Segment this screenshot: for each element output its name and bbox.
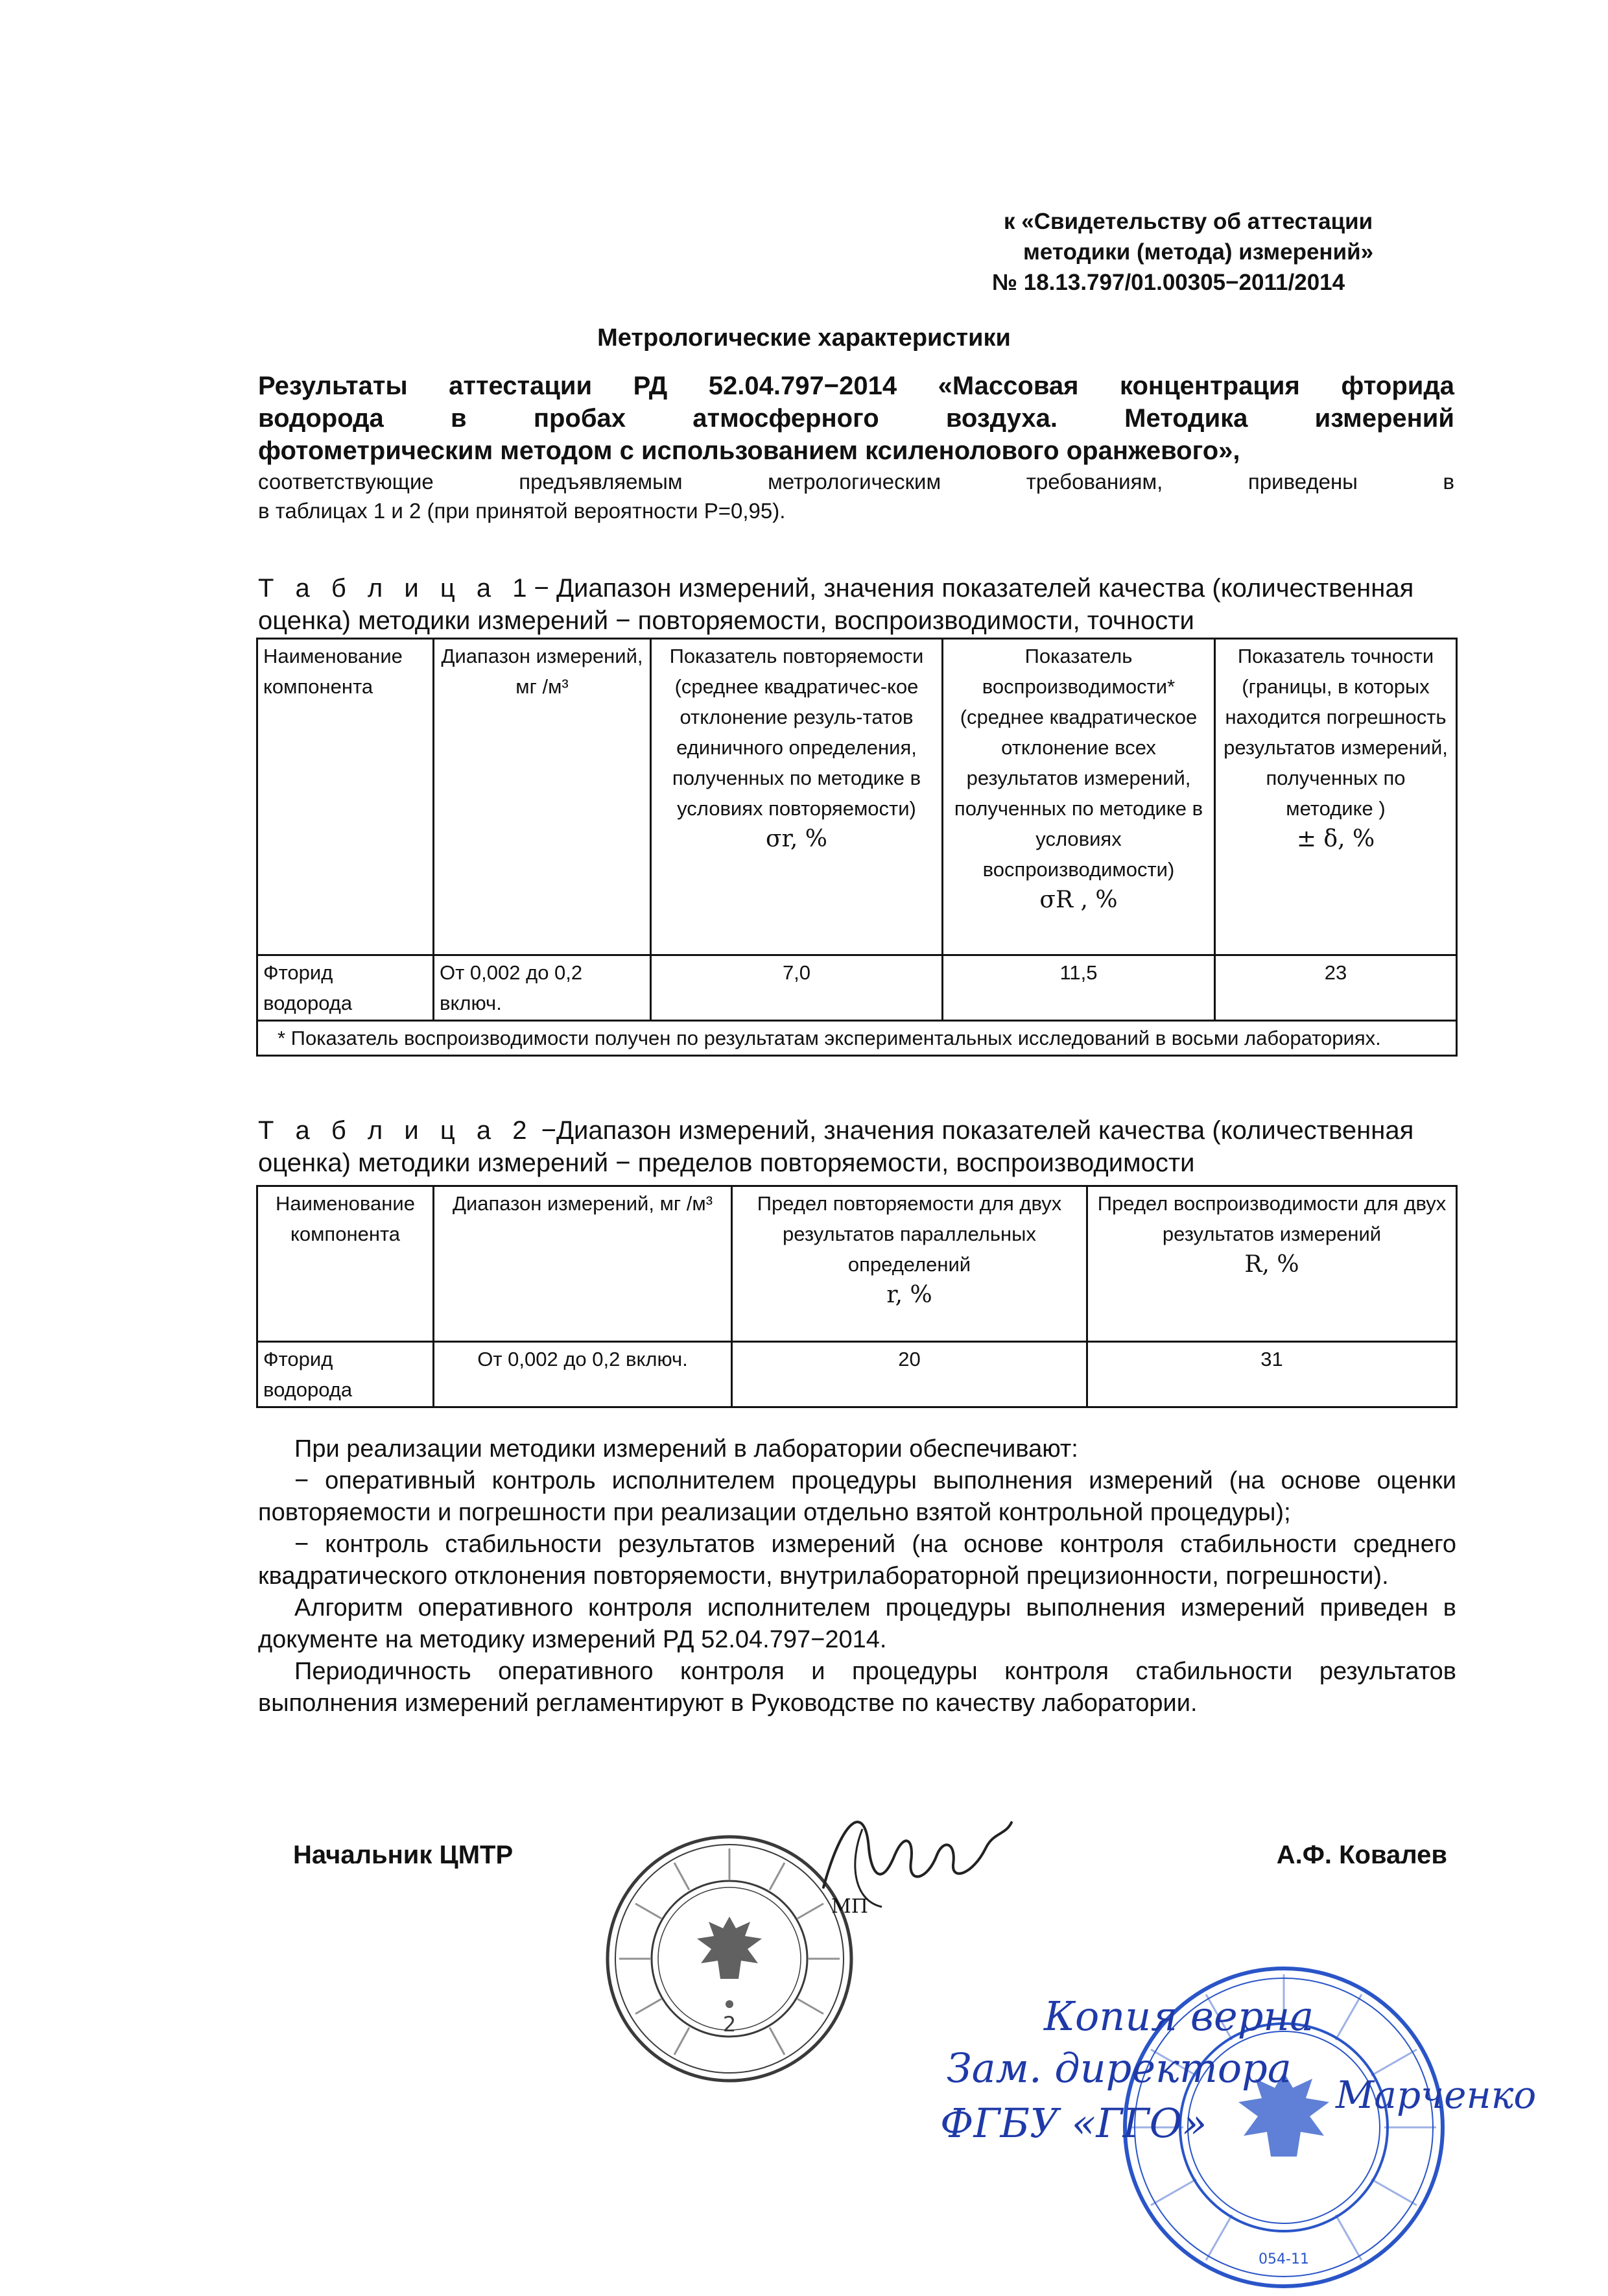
body-paragraph-4: Алгоритм оперативного контроля исполнителем процедуры выполнения измерений приведен в документе на методику измерений РД 52.04.797−2014. [258, 1594, 1456, 1653]
table1-header-text: Показатель воспроизводимости* (среднее квадратическое отклонение всех результатов измерений, полученных по методике в условиях воспроизводимости) [954, 645, 1203, 881]
table2-header-cell [1087, 1186, 1457, 1342]
handwriting-line-4: Марченко [1336, 2073, 1537, 2117]
table1-header-cell: Диапазон измерений, мг /м³ [434, 639, 651, 955]
table2-caption-prefix: Т а б л и ц а 2 [258, 1116, 534, 1145]
table1-header-row [257, 639, 1457, 955]
body-paragraph-5: Периодичность оперативного контроля и процедуры контроля стабильности результатов выполнения измерений регламентируют в Руководстве по качеству лаборатории. [258, 1658, 1456, 1717]
table1-symbol-delta: ± δ, % [1296, 826, 1375, 852]
table2-header-cell: Наименование компонента [257, 1186, 434, 1342]
table1-cell-repeatability: 7,0 [651, 955, 943, 1021]
table1-cell-reproducibility: 11,5 [943, 955, 1215, 1021]
table2-symbol-R: R, % [1244, 1251, 1299, 1278]
table1-cell-range: От 0,002 до 0,2 включ. [434, 955, 651, 1021]
intro-bold-line-3: фотометрическим методом с использованием ксиленолового оранжевого», [258, 436, 1240, 465]
intro-normal-line-1: соответствующие предъявляемым метрологическим требованиям, приведены в [258, 470, 1454, 494]
table1-cell-component: Фторид водорода [257, 955, 434, 1021]
intro-paragraph [258, 370, 1454, 525]
intro-normal-line-2: в таблицах 1 и 2 (при принятой вероятности Р=0,95). [258, 499, 786, 523]
intro-bold-line-1: Результаты аттестации РД 52.04.797−2014 «Массовая концентрация фторида [258, 372, 1454, 400]
table1-header-cell [651, 639, 943, 955]
document-header [992, 206, 1446, 298]
table2-header-text: Предел воспроизводимости для двух результатов измерений [1097, 1192, 1447, 1245]
header-line-3: № 18.13.797/01.00305−2011/2014 [992, 270, 1345, 295]
table2-header-row [257, 1186, 1457, 1342]
table2-caption-text: −Диапазон измерений, значения показателей качества (количественная оценка) методики измерений − пределов повторяемости, воспроизводимости [258, 1116, 1414, 1177]
header-line-1: к «Свидетельству об аттестации [1004, 209, 1373, 234]
table2-cell-repeatability-limit: 20 [732, 1342, 1087, 1407]
handwriting-line-1: Копия верна [1044, 1992, 1314, 2040]
table1-header-cell [1215, 639, 1457, 955]
table2-symbol-r: r, % [886, 1282, 932, 1308]
table2-header-cell: Диапазон измерений, мг /м³ [434, 1186, 732, 1342]
seal-place-label: МП [831, 1895, 868, 1918]
body-paragraph-2: − оперативный контроль исполнителем процедуры выполнения измерений (на основе оценки повторяемости и погрешности при реализации отдельно взятой контрольной процедуры); [258, 1467, 1456, 1526]
table2-header-cell [732, 1186, 1087, 1342]
table1-header-cell [943, 639, 1215, 955]
signatory-title: Начальник ЦМТР [293, 1841, 514, 1869]
body-paragraph-1: При реализации методики измерений в лаборатории обеспечивают: [294, 1435, 1078, 1463]
page-title: Метрологические характеристики [597, 324, 1011, 352]
stamp2-code: 054-11 [1259, 2251, 1309, 2267]
table2 [256, 1185, 1458, 1408]
signatory-name: А.Ф. Ковалев [1276, 1841, 1447, 1869]
table2-cell-range: От 0,002 до 0,2 включ. [434, 1342, 732, 1407]
stamp1-number: 2 [722, 2012, 737, 2037]
body-paragraph-3: − контроль стабильности результатов измерений (на основе контроля стабильности среднего квадратического отклонения повторяемости, внутрилабораторной прецизионности, погрешности). [258, 1531, 1456, 1590]
table1-header-text: Показатель точности (границы, в которых находится погрешность результатов измерений, полученных по методике ) [1224, 645, 1448, 820]
table2-cell-reproducibility-limit: 31 [1087, 1342, 1457, 1407]
table1-footnote: * Показатель воспроизводимости получен по результатам экспериментальных исследований в восьми лабораториях. [257, 1021, 1457, 1056]
table1-caption [258, 572, 1456, 637]
table1-symbol-sigma-r: σr, % [766, 826, 827, 852]
handwriting-line-2: Зам. директора [947, 2044, 1292, 2092]
table1-note-row [257, 1021, 1457, 1056]
eagle-emblem-icon [697, 1917, 762, 2008]
table1-header-cell: Наименование компонента [257, 639, 434, 955]
table2-header-text: Предел повторяемости для двух результатов параллельных определений [757, 1192, 1062, 1276]
body-text [258, 1433, 1456, 1719]
table1-cell-accuracy: 23 [1215, 955, 1457, 1021]
table1-caption-prefix: Т а б л и ц а 1 [258, 574, 534, 603]
header-line-2: методики (метода) измерений» [1023, 239, 1374, 265]
table1-symbol-sigma-R: σR , % [1039, 887, 1118, 913]
table2-caption [258, 1114, 1456, 1179]
handwriting-line-3: ФГБУ «ГГО» [940, 2099, 1207, 2147]
table1-header-text: Показатель повторяемости (среднее квадратичес-кое отклонение резуль-татов единичного определения, полученных по методике в условиях повторяемости) [669, 645, 924, 820]
table1-data-row [257, 955, 1457, 1021]
intro-bold-line-2: водорода в пробах атмосферного воздуха. Методика измерений [258, 404, 1454, 433]
table2-data-row [257, 1342, 1457, 1407]
table1-caption-text: − Диапазон измерений, значения показателей качества (количественная оценка) методики измерений − повторяемости, воспроизводимости, точности [258, 574, 1414, 635]
table1 [256, 638, 1458, 1057]
table2-cell-component: Фторид водорода [257, 1342, 434, 1407]
handwritten-certification [934, 1985, 1582, 2153]
